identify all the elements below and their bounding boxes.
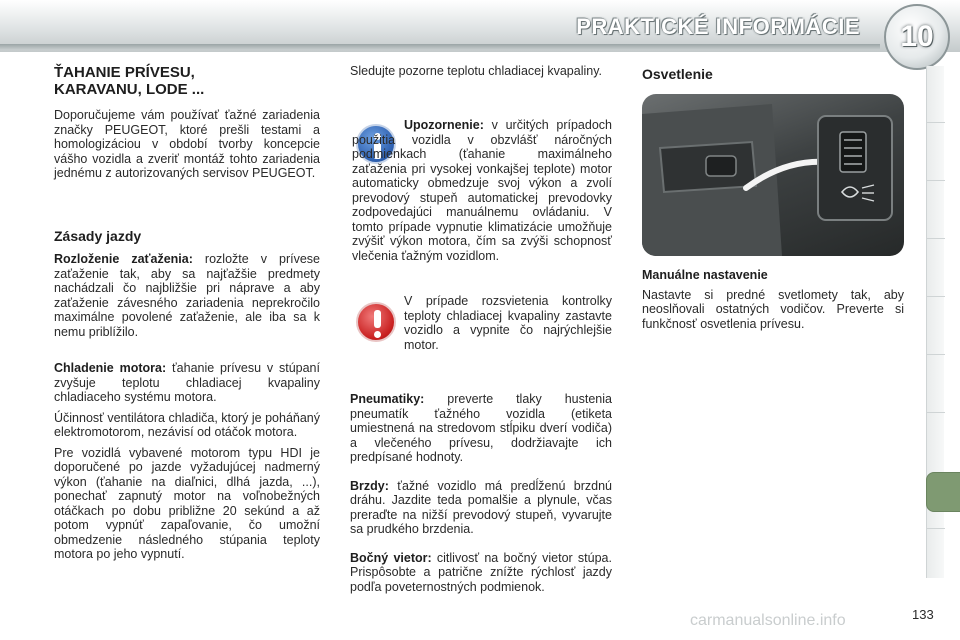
headlamp-adjust-photo [642, 94, 904, 256]
exclamation-icon-bar [374, 310, 381, 328]
tab-divider [927, 528, 945, 529]
page-header [0, 0, 960, 52]
right-column-text [642, 268, 904, 331]
tyres-label: Pneumatiky: [350, 392, 425, 406]
page-title: PRAKTICKÉ INFORMÁCIE [576, 14, 860, 39]
tab-divider [927, 354, 945, 355]
headlamp-wheel [840, 132, 866, 172]
middle-lower [350, 392, 612, 594]
left-column [54, 64, 320, 562]
notice-label: Upozornenie: [404, 118, 484, 132]
watermark: carmanualsonline.info [690, 612, 846, 629]
hdi-para: Pre vozidlá vybavené motorom typu HDI je doporučené po jazde vyžadujúcej nadmerný výkon (ťahanie na diaľnici, dlhá jazda, ...), ponechať zapnutý motor na voľnobežných otáčkach po dobu približne 20 sekúnd a až potom vypnúť zapaľovanie, čo umožní obmedzenie následného stúpania teploty motora po jeho vypnutí. [54, 445, 320, 561]
load-label: Rozloženie zaťaženia: [54, 252, 193, 266]
exclamation-icon-dot [374, 331, 381, 338]
headlamp-adjust-illustration [642, 94, 904, 256]
info-notice [352, 118, 612, 263]
cooling-text: ťahanie prívesu v stúpaní zvyšuje teplotu chladiacej kvapaliny chladiaceho systému motora. [54, 361, 320, 404]
watch-coolant-text: Sledujte pozorne teplotu chladiacej kvapaliny. [350, 64, 603, 78]
lighting-heading: Osvetlenie [642, 66, 713, 82]
brakes-para [350, 479, 612, 537]
tyres-para [350, 392, 612, 465]
load-distribution-para [54, 252, 320, 339]
tab-divider [927, 296, 945, 297]
chapter-badge: 10 [884, 4, 950, 70]
notice-text: v určitých prípadoch použitia vozidla v obzvlášť náročných podmienkach (ťahanie maximálneho zaťaženia pri vysokej vonkajšej teplote) motor automaticky obmedzuje svoj výkon a zvolí prevodový stupeň automatickej prevodovky zodpovedajúci manuálnemu ovládaniu. V tomto prípade vypnutie klimatizácie umožňuje zvýšiť výkon motora, čím sa zvýši schopnosť vlečenia ťažným vozidlom. [352, 118, 612, 263]
brakes-text: ťažné vozidlo má predĺženú brzdnú dráhu. Jazdite teda pomalšie a plynule, včas preraďte na nižší prevodový stupeň, vyvarujte sa prudkého brzdenia. [350, 478, 612, 536]
adjust-knob [706, 156, 736, 176]
wind-label: Bočný vietor: [350, 550, 432, 565]
fan-para: Účinnosť ventilátora chladiča, ktorý je poháňaný elektromotorom, nezávisí od otáčok motora. [54, 410, 320, 439]
tab-divider [927, 122, 945, 123]
tab-divider [927, 180, 945, 181]
manual-adjust-text: Nastavte si predné svetlomety tak, aby neoslňovali ostatných vodičov. Preverte si funkčnosť osvetlenia prívesu. [642, 287, 904, 331]
header-stripe [0, 44, 880, 50]
notice-para [352, 118, 612, 263]
cooling-para [54, 361, 320, 405]
manual-adjust-title: Manuálne nastavenie [642, 268, 768, 282]
warning-notice [352, 294, 612, 352]
towing-heading: ŤAHANIE PRÍVESU, KARAVANU, LODE ... [54, 64, 205, 98]
driving-rules-heading: Zásady jazdy [54, 227, 142, 244]
warning-text: V prípade rozsvietenia kontrolky teploty chladiacej kvapaliny zastavte vozidlo a vypnite čo najrýchlejšie motor. [404, 294, 612, 352]
wind-text: citlivosť na bočný vietor stúpa. Prispôsobte a patrične znížte rýchlosť jazdy podľa poveternostných podmienok. [350, 550, 612, 594]
tyres-text: preverte tlaky hustenia pneumatík ťažného vozidla (etiketa umiestnená na stredovom stĺpiku dverí vodiča) a vlečeného prívesu, dodržiavajte ich predpísané hodnoty. [350, 392, 612, 464]
exclamation-icon [356, 302, 396, 342]
wind-para [350, 551, 612, 595]
page-number: 133 [912, 607, 934, 622]
tab-divider [927, 412, 945, 413]
active-chapter-tab[interactable] [926, 472, 960, 512]
towing-intro: Doporučujeme vám používať ťažné zariadenia značky PEUGEOT, ktoré prešli testami a homologizáciou v období tvorby koncepcie vášho vozidla a zveriť montáž tohto zariadenia jednému z autorizovaných servisov PEUGEOT. [54, 108, 320, 180]
middle-watch [350, 64, 612, 79]
cooling-label: Chladenie motora: [54, 361, 167, 375]
load-text: rozložte v prívese zaťaženie tak, aby sa najťažšie predmety nachádzali čo najbližšie pri náprave a aby zaťaženie závesného zariadenia neprekročilo maximálne povolené zaťaženie, ale iba sa k nemu priblížilo. [54, 252, 320, 339]
brakes-label: Brzdy: [350, 478, 389, 493]
tab-divider [927, 238, 945, 239]
